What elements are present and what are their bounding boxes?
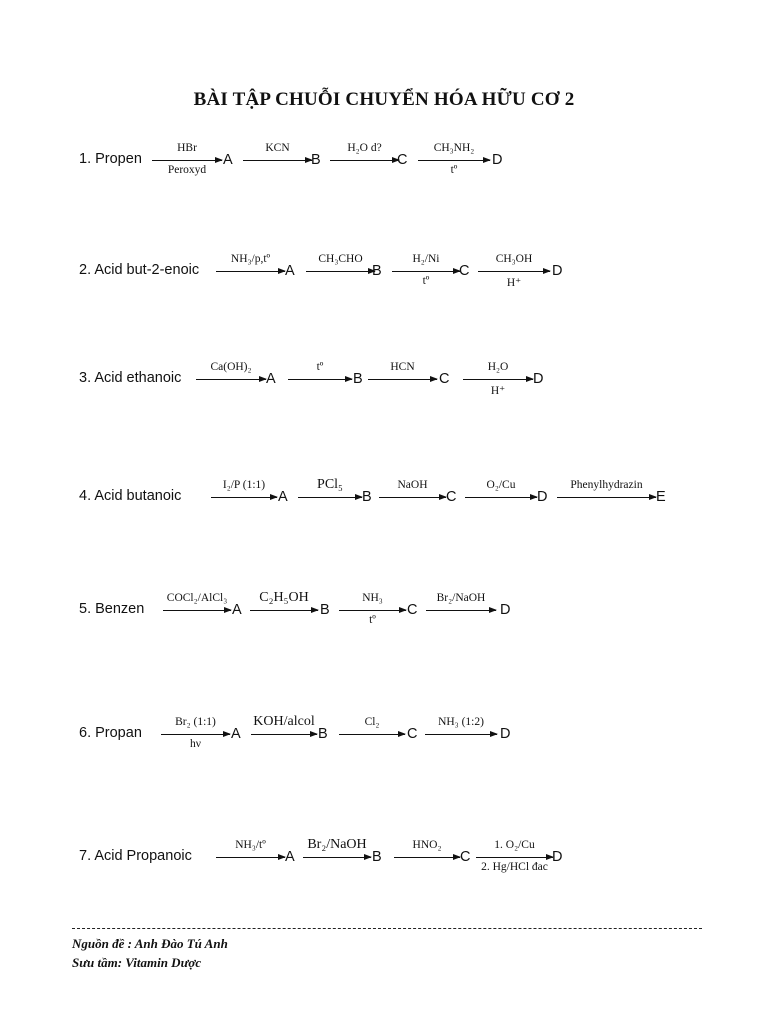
reagent-above: NH₃/tº <box>235 839 266 851</box>
compound-d: D <box>552 263 563 279</box>
reaction-start: 5. Benzen <box>79 601 145 617</box>
footer-collector: Sưu tầm: Vitamin Dược <box>72 955 202 970</box>
condition-below: H⁺ <box>506 277 522 289</box>
reagent-above: HCN <box>390 361 415 373</box>
footer-source: Nguồn đề : Anh Đào Tú Anh <box>72 936 228 951</box>
reagent-above: Br₂/NaOH <box>436 592 486 604</box>
reagent-above: COCl₂/AlCl₃ <box>166 592 228 604</box>
compound-c: C <box>439 371 450 387</box>
compound-d: D <box>537 489 548 505</box>
compound-a: A <box>223 152 233 168</box>
compound-b: B <box>311 152 321 168</box>
compound-a: A <box>231 726 241 742</box>
reagent-above: NH₃ <box>362 592 383 604</box>
reagent-above: I₂/P (1:1) <box>222 479 266 491</box>
compound-c: C <box>446 489 457 505</box>
compound-a: A <box>278 489 288 505</box>
reagent-above: CH₃OH <box>495 253 533 265</box>
reaction-arrow <box>476 857 553 858</box>
reaction-start: 6. Propan <box>79 725 142 741</box>
reagent-above: C₂H₅OH <box>259 590 309 605</box>
reagent-above: KCN <box>265 142 290 154</box>
compound-b: B <box>320 602 330 618</box>
compound-a: A <box>285 263 295 279</box>
compound-c: C <box>407 602 418 618</box>
reagent-above: Phenylhydrazin <box>570 479 643 491</box>
compound-a: A <box>232 602 242 618</box>
condition-below: Peroxyd <box>167 164 207 176</box>
reaction-arrow <box>216 857 285 858</box>
compound-b: B <box>372 849 382 865</box>
reagent-above: 1. O₂/Cu <box>494 839 535 851</box>
compound-d: D <box>500 602 511 618</box>
reagent-above: H₂/Ni <box>412 253 440 265</box>
condition-below: H⁺ <box>490 385 506 397</box>
condition-below: hν <box>190 738 201 750</box>
reagent-above: H₂O <box>487 361 509 373</box>
compound-a: A <box>266 371 276 387</box>
compound-c: C <box>459 263 470 279</box>
compound-d: D <box>492 152 503 168</box>
compound-e: E <box>656 489 666 505</box>
condition-below: 2. Hg/HCl đac <box>481 861 548 873</box>
reagent-above: Br₂/NaOH <box>307 837 367 852</box>
reagent-above: Ca(OH)₂ <box>210 361 252 373</box>
condition-below: tº <box>422 275 430 287</box>
reaction-arrow <box>394 857 460 858</box>
compound-c: C <box>407 726 418 742</box>
reagent-above: O₂/Cu <box>486 479 516 491</box>
condition-below: tº <box>450 164 458 176</box>
reaction-start: 7. Acid Propanoic <box>79 848 192 864</box>
reaction-start: 3. Acid ethanoic <box>79 370 182 386</box>
reagent-above: tº <box>316 361 324 373</box>
compound-b: B <box>318 726 328 742</box>
reaction-start: 2. Acid but-2-enoic <box>79 262 200 278</box>
reagent-above: PCl₅ <box>317 477 343 492</box>
reagent-above: Br₂ (1:1) <box>175 716 216 728</box>
compound-c: C <box>460 849 471 865</box>
reagent-above: NH₃ (1:2) <box>438 716 484 728</box>
reagent-above: Cl₂ <box>364 716 380 728</box>
reaction-start: 4. Acid butanoic <box>79 488 182 504</box>
compound-c: C <box>397 152 408 168</box>
compound-d: D <box>552 849 563 865</box>
footer-divider <box>72 928 702 929</box>
reagent-above: NaOH <box>397 479 428 491</box>
reaction-arrow <box>303 857 371 858</box>
compound-b: B <box>372 263 382 279</box>
reagent-above: HBr <box>177 142 197 154</box>
compound-b: B <box>362 489 372 505</box>
reagent-above: NH₃/p,tº <box>230 253 271 265</box>
reagent-above: HNO₂ <box>412 839 442 851</box>
compound-d: D <box>500 726 511 742</box>
condition-below: tº <box>369 614 376 626</box>
reaction-start: 1. Propen <box>79 151 142 167</box>
reagent-above: H₂O d? <box>347 142 382 154</box>
reagent-above: CH₃NH₂ <box>433 142 475 154</box>
compound-b: B <box>353 371 363 387</box>
compound-d: D <box>533 371 544 387</box>
compound-a: A <box>285 849 295 865</box>
reagent-above: CH₃CHO <box>318 253 363 265</box>
page-title: BÀI TẬP CHUỖI CHUYỂN HÓA HỮU CƠ 2 <box>193 89 575 110</box>
reagent-above: KOH/alcol <box>253 714 315 729</box>
